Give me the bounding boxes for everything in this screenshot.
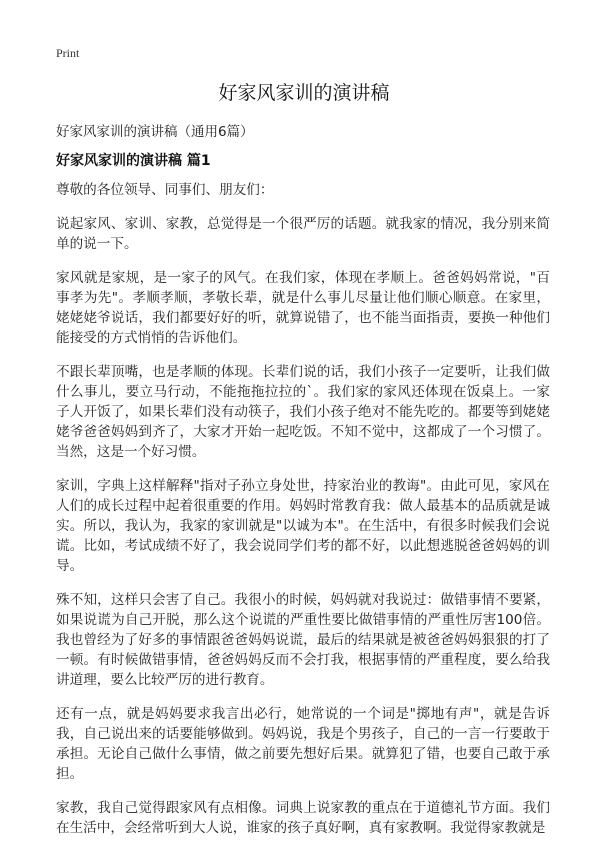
paragraph: 不跟长辈顶嘴，也是孝顺的体现。长辈们说的话，我们小孩子一定要听，让我们做什么事儿，要立马行动，不能拖拖拉拉的`。我们家的家风还体现在饭桌上。一家子人开饭了，如果长辈们没有动筷子，我们小孩子绝对不能先吃的。都要等到姥姥姥爷爸爸妈妈到齐了，大家才开始一起吃饭。不知不觉中，这都成了一个习惯了。当然，这是一个好习惯。 xyxy=(56,364,550,460)
document-title: 好家风家训的演讲稿 xyxy=(218,82,390,104)
paragraph-greeting: 尊敬的各位领导、同事们、朋友们： xyxy=(56,182,274,198)
document-body xyxy=(56,180,550,852)
paragraph: 家风就是家规，是一家子的风气。在我们家，体现在孝顺上。爸爸妈妈常说，"百事孝为先"。孝顺孝顺，孝敬长辈，就是什么事儿尽量让他们顺心顺意。在家里，姥姥姥爷说话，我们都要好好的听，就算说错了，也不能当面指责，要换一种他们能接受的方式悄悄的告诉他们。 xyxy=(56,270,550,346)
paragraph: 家教，我自己觉得跟家风有点相像。词典上说家教的重点在于道德礼节方面。我们在生活中，会经常听到大人说，谁家的孩子真好啊，真有家教啊。我觉得家教就是 xyxy=(56,800,550,836)
paragraph: 说起家风、家训、家教，总觉得是一个很严厉的话题。就我家的情况，我分别来简单的说一下。 xyxy=(56,216,550,252)
document-subtitle: 好家风家训的演讲稿（通用6篇） xyxy=(56,124,254,140)
section-heading: 好家风家训的演讲稿 篇1 xyxy=(56,153,211,169)
paragraph: 殊不知，这样只会害了自己。我很小的时候，妈妈就对我说过：做错事情不要紧，如果说谎为自己开脱，那么这个说谎的严重性要比做错事情的严重性厉害100倍。我也曾经为了好多的事情跟爸爸妈妈说谎，最后的结果就是被爸爸妈妈狠狠的打了一顿。有时候做错事情，爸爸妈妈反而不会打我，根据事情的严重程度，要么给我讲道理，要么比较严厉的进行教育。 xyxy=(56,592,550,688)
print-link[interactable]: Print xyxy=(56,46,80,60)
paragraph: 家训，字典上这样解释"指对子孙立身处世，持家治业的教诲"。由此可见，家风在人们的成长过程中起着很重要的作用。妈妈时常教育我：做人最基本的品质就是诚实。所以，我认为，我家的家训就是"以诚为本"。在生活中，有很多时候我们会说谎。比如，考试成绩不好了，我会说同学们考的都不好，以此想逃脱爸爸妈妈的训导。 xyxy=(56,478,550,574)
paragraph: 还有一点，就是妈妈要求我言出必行，她常说的一个词是"掷地有声"，就是告诉我，自己说出来的话要能够做到。妈妈说，我是个男孩子，自己的一言一行要敢于承担。无论自己做什么事情，做之前要先想好后果。就算犯了错，也要自己敢于承担。 xyxy=(56,706,550,782)
